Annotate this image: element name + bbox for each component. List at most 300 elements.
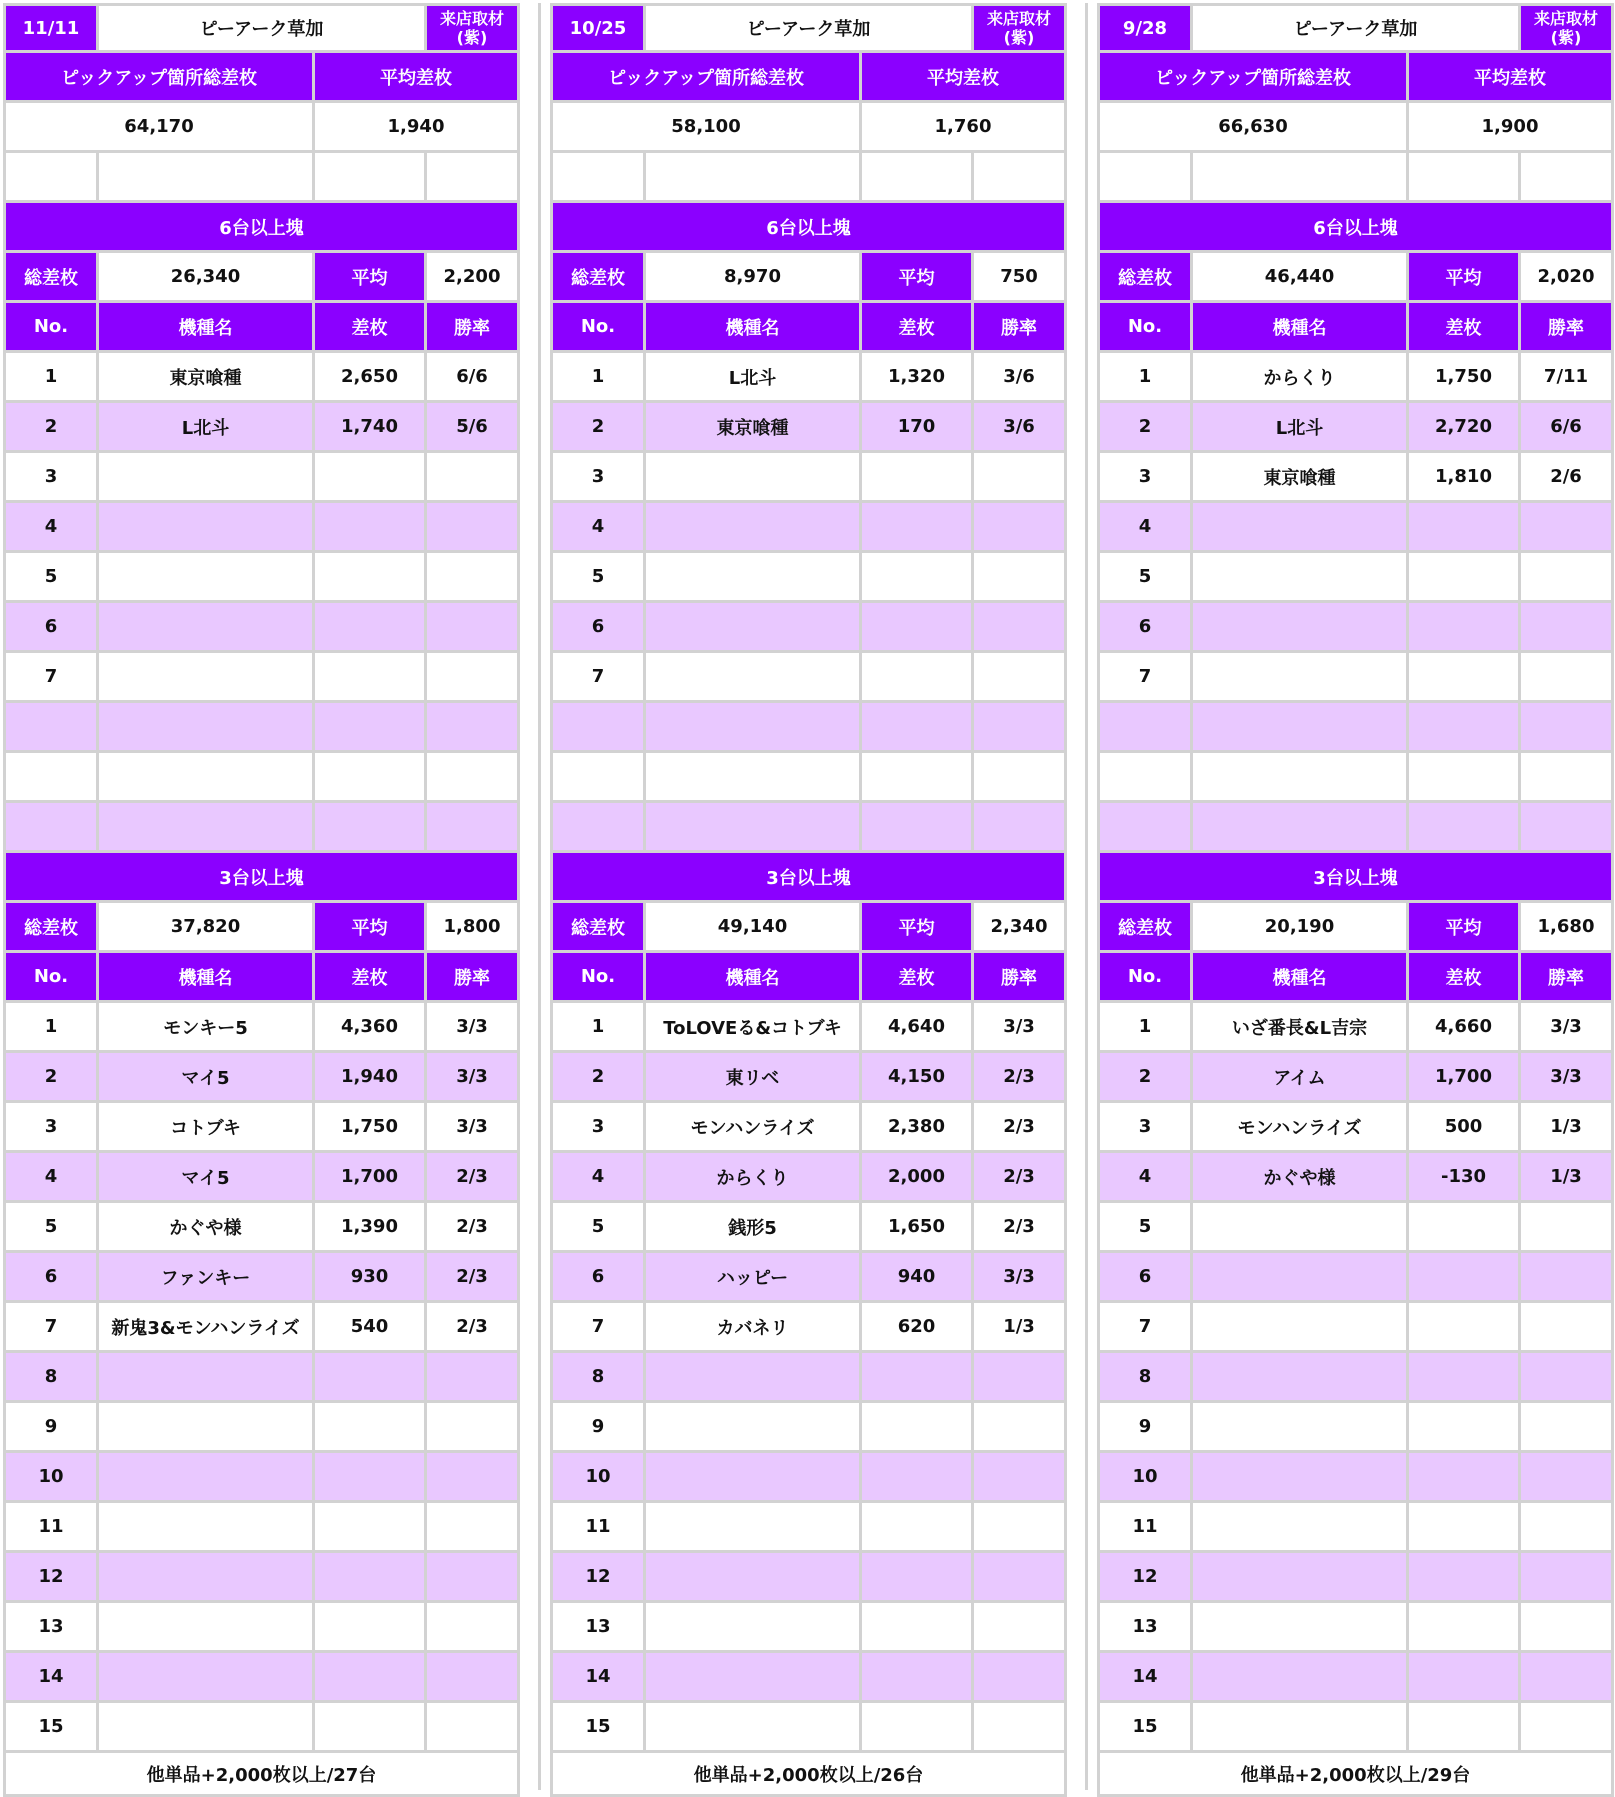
machine-name: コトブキ bbox=[99, 1103, 315, 1150]
table-row bbox=[3, 1703, 520, 1753]
row-number: 8 bbox=[1097, 1353, 1193, 1400]
average-label: 平均 bbox=[315, 903, 427, 950]
pickup-header-row bbox=[3, 53, 520, 103]
machine-name bbox=[99, 1453, 315, 1500]
machine-name bbox=[1193, 1503, 1409, 1550]
win-rate: 3/3 bbox=[974, 1003, 1067, 1050]
date-label: 10/25 bbox=[550, 6, 646, 50]
pickup-header-row bbox=[550, 53, 1067, 103]
six-unit-block-title: 6台以上塊 bbox=[550, 203, 1067, 250]
table-row bbox=[550, 1653, 1067, 1703]
machine-name bbox=[646, 653, 862, 700]
row-number: 4 bbox=[1097, 503, 1193, 550]
table-row bbox=[550, 453, 1067, 503]
blank-cell bbox=[550, 153, 646, 200]
row-number: 9 bbox=[550, 1403, 646, 1450]
machine-name bbox=[646, 453, 862, 500]
total-diff-value: 26,340 bbox=[99, 253, 315, 300]
footer-row bbox=[3, 1753, 520, 1797]
panel-title-row bbox=[3, 3, 520, 53]
win-rate bbox=[427, 503, 520, 550]
date-panel bbox=[550, 3, 1067, 1797]
win-rate bbox=[427, 753, 520, 800]
machine-name: かぐや様 bbox=[1193, 1153, 1409, 1200]
table-row bbox=[1097, 753, 1614, 803]
row-number: 5 bbox=[1097, 553, 1193, 600]
row-number: 14 bbox=[3, 1653, 99, 1700]
table-row bbox=[1097, 1053, 1614, 1103]
table-row bbox=[1097, 1553, 1614, 1603]
three-unit-block-summary-row bbox=[3, 903, 520, 953]
table-row bbox=[550, 653, 1067, 703]
table-row bbox=[1097, 1403, 1614, 1453]
row-number: 13 bbox=[1097, 1603, 1193, 1650]
blank-cell bbox=[1193, 153, 1409, 200]
win-rate bbox=[427, 1353, 520, 1400]
row-number: 7 bbox=[550, 1303, 646, 1350]
diff-value bbox=[1409, 503, 1521, 550]
diff-value bbox=[1409, 1353, 1521, 1400]
row-number: 1 bbox=[1097, 1003, 1193, 1050]
diff-value bbox=[1409, 1703, 1521, 1750]
row-number: 1 bbox=[1097, 353, 1193, 400]
machine-name: ToLOVEる&コトブキ bbox=[646, 1003, 862, 1050]
diff-value: 2,720 bbox=[1409, 403, 1521, 450]
pickup-total-value: 66,630 bbox=[1097, 103, 1409, 150]
row-number bbox=[550, 703, 646, 750]
total-diff-value: 46,440 bbox=[1193, 253, 1409, 300]
spacer-row bbox=[1097, 153, 1614, 203]
win-rate bbox=[427, 1653, 520, 1700]
machine-name bbox=[646, 753, 862, 800]
win-rate bbox=[1521, 603, 1614, 650]
win-rate: 3/3 bbox=[1521, 1053, 1614, 1100]
row-number: 2 bbox=[1097, 1053, 1193, 1100]
win-rate: 1/3 bbox=[1521, 1153, 1614, 1200]
diff-value bbox=[1409, 1553, 1521, 1600]
row-number: 6 bbox=[3, 603, 99, 650]
table-row bbox=[3, 1203, 520, 1253]
table-row bbox=[1097, 353, 1614, 403]
row-number: 4 bbox=[550, 503, 646, 550]
diff-value bbox=[862, 1453, 974, 1500]
three-unit-block-title: 3台以上塊 bbox=[550, 853, 1067, 900]
machine-name bbox=[99, 803, 315, 850]
six-unit-block-column-header-row bbox=[3, 303, 520, 353]
row-number: 3 bbox=[1097, 453, 1193, 500]
machine-name bbox=[99, 1603, 315, 1650]
diff-value bbox=[1409, 553, 1521, 600]
diff-value: 4,360 bbox=[315, 1003, 427, 1050]
machine-name bbox=[1193, 603, 1409, 650]
win-rate: 6/6 bbox=[1521, 403, 1614, 450]
diff-value bbox=[862, 1503, 974, 1550]
table-row bbox=[550, 1303, 1067, 1353]
row-number: 7 bbox=[1097, 653, 1193, 700]
machine-name bbox=[646, 503, 862, 550]
diff-value bbox=[315, 1703, 427, 1750]
win-rate bbox=[1521, 653, 1614, 700]
table-row bbox=[550, 1153, 1067, 1203]
three-unit-block-title-row bbox=[3, 853, 520, 903]
diff-value bbox=[315, 1403, 427, 1450]
row-number: 2 bbox=[550, 403, 646, 450]
table-row bbox=[1097, 403, 1614, 453]
table-row bbox=[550, 1053, 1067, 1103]
diff-value bbox=[862, 553, 974, 600]
win-rate bbox=[974, 1653, 1067, 1700]
row-number: 15 bbox=[1097, 1703, 1193, 1750]
win-rate: 1/3 bbox=[974, 1303, 1067, 1350]
machine-name bbox=[99, 1503, 315, 1550]
machine-name bbox=[1193, 1303, 1409, 1350]
machine-name bbox=[646, 1503, 862, 1550]
diff-value bbox=[315, 703, 427, 750]
table-row bbox=[550, 1103, 1067, 1153]
table-row bbox=[3, 1353, 520, 1403]
machine-name: アイム bbox=[1193, 1053, 1409, 1100]
win-rate bbox=[427, 803, 520, 850]
total-diff-value: 20,190 bbox=[1193, 903, 1409, 950]
diff-value: -130 bbox=[1409, 1153, 1521, 1200]
machine-name bbox=[99, 1553, 315, 1600]
win-rate: 3/6 bbox=[974, 353, 1067, 400]
six-unit-block-summary-row bbox=[1097, 253, 1614, 303]
pickup-avg-value: 1,940 bbox=[315, 103, 520, 150]
average-value: 2,020 bbox=[1521, 253, 1614, 300]
machine-name bbox=[1193, 1653, 1409, 1700]
win-rate: 2/3 bbox=[427, 1303, 520, 1350]
table-row bbox=[550, 1603, 1067, 1653]
diff-value bbox=[1409, 803, 1521, 850]
win-rate bbox=[974, 703, 1067, 750]
win-rate: 3/3 bbox=[427, 1103, 520, 1150]
table-row bbox=[3, 653, 520, 703]
average-value: 1,800 bbox=[427, 903, 520, 950]
footer-note: 他単品+2,000枚以上/27台 bbox=[3, 1753, 520, 1794]
table-row bbox=[550, 803, 1067, 853]
diff-value: 1,810 bbox=[1409, 453, 1521, 500]
diff-value bbox=[315, 653, 427, 700]
win-rate bbox=[1521, 1653, 1614, 1700]
three-unit-block-summary-row bbox=[550, 903, 1067, 953]
blank-cell bbox=[99, 153, 315, 200]
machine-name bbox=[1193, 703, 1409, 750]
diff-value bbox=[1409, 1303, 1521, 1350]
row-number: 2 bbox=[1097, 403, 1193, 450]
machine-column-header: 機種名 bbox=[646, 953, 862, 1000]
machine-name: 東京喰種 bbox=[1193, 453, 1409, 500]
blank-cell bbox=[862, 153, 974, 200]
row-number: 5 bbox=[3, 553, 99, 600]
row-number: 7 bbox=[550, 653, 646, 700]
pickup-values-row bbox=[550, 103, 1067, 153]
table-row bbox=[1097, 653, 1614, 703]
diff-value: 1,320 bbox=[862, 353, 974, 400]
blank-cell bbox=[1097, 153, 1193, 200]
win-rate bbox=[1521, 1603, 1614, 1650]
machine-name: カバネリ bbox=[646, 1303, 862, 1350]
machine-name: 銭形5 bbox=[646, 1203, 862, 1250]
row-number: 14 bbox=[1097, 1653, 1193, 1700]
diff-value bbox=[862, 503, 974, 550]
diff-value: 930 bbox=[315, 1253, 427, 1300]
diff-value bbox=[315, 1503, 427, 1550]
machine-column-header: 機種名 bbox=[1193, 953, 1409, 1000]
six-unit-block-column-header-row bbox=[1097, 303, 1614, 353]
table-row bbox=[550, 703, 1067, 753]
machine-name: かぐや様 bbox=[99, 1203, 315, 1250]
win-rate: 3/3 bbox=[974, 1253, 1067, 1300]
three-unit-block-summary-row bbox=[1097, 903, 1614, 953]
win-rate: 7/11 bbox=[1521, 353, 1614, 400]
diff-value: 1,740 bbox=[315, 403, 427, 450]
average-value: 1,680 bbox=[1521, 903, 1614, 950]
no-column-header: No. bbox=[3, 953, 99, 1000]
machine-name bbox=[99, 1403, 315, 1450]
row-number: 11 bbox=[550, 1503, 646, 1550]
diff-value: 1,650 bbox=[862, 1203, 974, 1250]
diff-value bbox=[862, 1653, 974, 1700]
winrate-column-header: 勝率 bbox=[427, 953, 520, 1000]
machine-name bbox=[1193, 503, 1409, 550]
win-rate bbox=[1521, 553, 1614, 600]
win-rate bbox=[427, 1403, 520, 1450]
win-rate bbox=[974, 1503, 1067, 1550]
average-label: 平均 bbox=[1409, 903, 1521, 950]
date-label: 9/28 bbox=[1097, 6, 1193, 50]
win-rate: 1/3 bbox=[1521, 1103, 1614, 1150]
six-unit-block-column-header-row bbox=[550, 303, 1067, 353]
row-number: 8 bbox=[550, 1353, 646, 1400]
table-row bbox=[3, 1303, 520, 1353]
diff-column-header: 差枚 bbox=[862, 303, 974, 350]
footer-row bbox=[1097, 1753, 1614, 1797]
diff-column-header: 差枚 bbox=[315, 953, 427, 1000]
diff-value bbox=[862, 753, 974, 800]
table-row bbox=[1097, 1603, 1614, 1653]
row-number: 1 bbox=[3, 353, 99, 400]
diff-column-header: 差枚 bbox=[1409, 953, 1521, 1000]
store-name: ピーアーク草加 bbox=[99, 6, 427, 50]
three-unit-block-column-header-row bbox=[550, 953, 1067, 1003]
row-number: 6 bbox=[1097, 1253, 1193, 1300]
diff-value bbox=[862, 653, 974, 700]
row-number: 1 bbox=[550, 1003, 646, 1050]
machine-name bbox=[99, 1653, 315, 1700]
table-row bbox=[1097, 1703, 1614, 1753]
visit-tag-badge: 来店取材 (紫) bbox=[1521, 6, 1614, 50]
table-row bbox=[1097, 1353, 1614, 1403]
win-rate: 3/6 bbox=[974, 403, 1067, 450]
machine-name bbox=[1193, 1703, 1409, 1750]
table-row bbox=[3, 503, 520, 553]
row-number: 15 bbox=[3, 1703, 99, 1750]
diff-value bbox=[315, 753, 427, 800]
pickup-avg-header: 平均差枚 bbox=[862, 53, 1067, 100]
row-number bbox=[3, 803, 99, 850]
machine-column-header: 機種名 bbox=[99, 303, 315, 350]
table-row bbox=[3, 1403, 520, 1453]
blank-cell bbox=[974, 153, 1067, 200]
machine-name: ハッピー bbox=[646, 1253, 862, 1300]
diff-value bbox=[315, 1353, 427, 1400]
table-row bbox=[1097, 603, 1614, 653]
diff-value: 1,940 bbox=[315, 1053, 427, 1100]
diff-value: 500 bbox=[1409, 1103, 1521, 1150]
table-row bbox=[3, 1503, 520, 1553]
diff-value bbox=[862, 1353, 974, 1400]
win-rate: 5/6 bbox=[427, 403, 520, 450]
win-rate bbox=[1521, 753, 1614, 800]
machine-name: 東京喰種 bbox=[99, 353, 315, 400]
machine-name: ファンキー bbox=[99, 1253, 315, 1300]
machine-name bbox=[1193, 553, 1409, 600]
diff-column-header: 差枚 bbox=[1409, 303, 1521, 350]
row-number: 4 bbox=[3, 503, 99, 550]
win-rate bbox=[974, 553, 1067, 600]
table-row bbox=[1097, 553, 1614, 603]
table-row bbox=[3, 553, 520, 603]
six-unit-block-title: 6台以上塊 bbox=[1097, 203, 1614, 250]
row-number: 13 bbox=[3, 1603, 99, 1650]
win-rate bbox=[427, 1603, 520, 1650]
table-row bbox=[550, 1503, 1067, 1553]
machine-name bbox=[646, 1403, 862, 1450]
blank-cell bbox=[427, 153, 520, 200]
machine-name: L北斗 bbox=[99, 403, 315, 450]
diff-value: 1,390 bbox=[315, 1203, 427, 1250]
pickup-avg-header: 平均差枚 bbox=[1409, 53, 1614, 100]
diff-value bbox=[1409, 1653, 1521, 1700]
table-row bbox=[550, 753, 1067, 803]
total-diff-label: 総差枚 bbox=[1097, 903, 1193, 950]
diff-value bbox=[315, 1653, 427, 1700]
table-row bbox=[1097, 803, 1614, 853]
machine-name: モンキー5 bbox=[99, 1003, 315, 1050]
machine-name: からくり bbox=[1193, 353, 1409, 400]
table-row bbox=[3, 1103, 520, 1153]
win-rate bbox=[427, 1553, 520, 1600]
row-number: 10 bbox=[550, 1453, 646, 1500]
date-panel bbox=[1097, 3, 1614, 1797]
machine-name bbox=[1193, 1203, 1409, 1250]
machine-name bbox=[1193, 1353, 1409, 1400]
win-rate: 3/3 bbox=[427, 1053, 520, 1100]
average-value: 2,340 bbox=[974, 903, 1067, 950]
machine-name bbox=[646, 703, 862, 750]
diff-value: 4,660 bbox=[1409, 1003, 1521, 1050]
table-row bbox=[550, 1453, 1067, 1503]
row-number: 8 bbox=[3, 1353, 99, 1400]
row-number bbox=[1097, 753, 1193, 800]
total-diff-value: 37,820 bbox=[99, 903, 315, 950]
diff-value: 1,750 bbox=[1409, 353, 1521, 400]
win-rate bbox=[1521, 1503, 1614, 1550]
row-number: 1 bbox=[3, 1003, 99, 1050]
win-rate bbox=[1521, 503, 1614, 550]
row-number bbox=[1097, 703, 1193, 750]
row-number: 6 bbox=[550, 603, 646, 650]
win-rate bbox=[427, 653, 520, 700]
machine-name bbox=[1193, 803, 1409, 850]
diff-value bbox=[862, 1603, 974, 1650]
machine-name: L北斗 bbox=[646, 353, 862, 400]
row-number: 9 bbox=[3, 1403, 99, 1450]
diff-value: 4,640 bbox=[862, 1003, 974, 1050]
diff-value bbox=[315, 1603, 427, 1650]
table-row bbox=[1097, 1153, 1614, 1203]
win-rate bbox=[1521, 1253, 1614, 1300]
row-number bbox=[550, 803, 646, 850]
machine-name bbox=[646, 603, 862, 650]
six-unit-block-title-row bbox=[3, 203, 520, 253]
machine-name bbox=[646, 1703, 862, 1750]
visit-tag-badge: 来店取材 (紫) bbox=[974, 6, 1067, 50]
panel-separator bbox=[1064, 3, 1088, 1790]
win-rate: 2/3 bbox=[974, 1203, 1067, 1250]
machine-name bbox=[99, 503, 315, 550]
winrate-column-header: 勝率 bbox=[427, 303, 520, 350]
win-rate: 2/3 bbox=[974, 1153, 1067, 1200]
diff-value bbox=[862, 1403, 974, 1450]
win-rate bbox=[974, 653, 1067, 700]
winrate-column-header: 勝率 bbox=[974, 953, 1067, 1000]
panel-title-row bbox=[1097, 3, 1614, 53]
row-number: 11 bbox=[1097, 1503, 1193, 1550]
win-rate bbox=[974, 1553, 1067, 1600]
diff-value bbox=[1409, 1253, 1521, 1300]
diff-value bbox=[315, 603, 427, 650]
row-number: 12 bbox=[1097, 1553, 1193, 1600]
machine-name bbox=[99, 703, 315, 750]
row-number: 6 bbox=[1097, 603, 1193, 650]
row-number: 5 bbox=[550, 553, 646, 600]
diff-value bbox=[1409, 653, 1521, 700]
six-unit-block-summary-row bbox=[550, 253, 1067, 303]
machine-name bbox=[1193, 653, 1409, 700]
win-rate bbox=[427, 1453, 520, 1500]
win-rate bbox=[974, 1353, 1067, 1400]
table-row bbox=[3, 403, 520, 453]
win-rate bbox=[974, 1453, 1067, 1500]
machine-name bbox=[1193, 753, 1409, 800]
diff-value bbox=[862, 603, 974, 650]
win-rate bbox=[974, 1703, 1067, 1750]
diff-value: 940 bbox=[862, 1253, 974, 1300]
pickup-total-value: 58,100 bbox=[550, 103, 862, 150]
machine-name: マイ5 bbox=[99, 1153, 315, 1200]
three-unit-block-title: 3台以上塊 bbox=[1097, 853, 1614, 900]
win-rate: 3/3 bbox=[1521, 1003, 1614, 1050]
table-row bbox=[3, 1653, 520, 1703]
no-column-header: No. bbox=[3, 303, 99, 350]
machine-column-header: 機種名 bbox=[646, 303, 862, 350]
table-row bbox=[550, 603, 1067, 653]
row-number: 10 bbox=[1097, 1453, 1193, 1500]
diff-column-header: 差枚 bbox=[862, 953, 974, 1000]
machine-name: からくり bbox=[646, 1153, 862, 1200]
average-label: 平均 bbox=[862, 253, 974, 300]
table-row bbox=[550, 1003, 1067, 1053]
machine-name bbox=[99, 553, 315, 600]
blank-cell bbox=[315, 153, 427, 200]
row-number: 3 bbox=[3, 453, 99, 500]
footer-note: 他単品+2,000枚以上/26台 bbox=[550, 1753, 1067, 1794]
six-unit-block-title: 6台以上塊 bbox=[3, 203, 520, 250]
table-row bbox=[3, 1553, 520, 1603]
average-value: 2,200 bbox=[427, 253, 520, 300]
